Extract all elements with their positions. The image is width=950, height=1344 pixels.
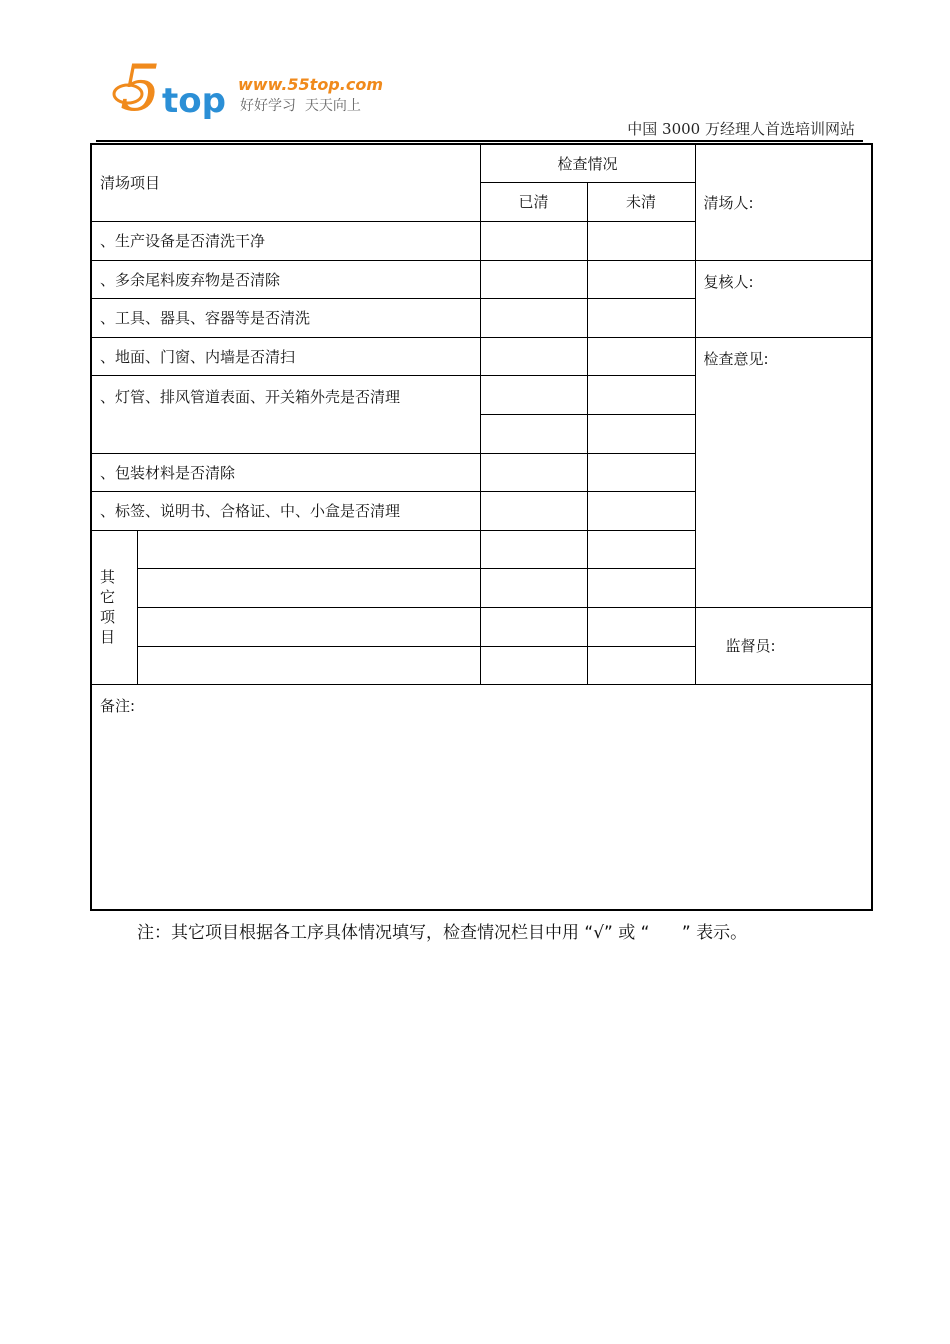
not-cleaned-cell[interactable]: [587, 491, 695, 530]
item-row-label: 、工具、器具、容器等是否清洗: [91, 298, 480, 337]
header-item: 清场项目: [91, 144, 480, 221]
cleaned-cell[interactable]: [480, 568, 587, 607]
other-item-input[interactable]: [137, 568, 480, 607]
other-items-label: [91, 530, 137, 684]
not-cleaned-cell[interactable]: [587, 260, 695, 298]
header-not-cleaned: 未清: [587, 182, 695, 221]
not-cleaned-cell[interactable]: [587, 453, 695, 491]
site-logo: [110, 52, 400, 127]
supervisor-label: 监督员:: [695, 607, 872, 684]
item-row-label: 、地面、门窗、内墙是否清扫: [91, 337, 480, 375]
clearance-form-table: [90, 143, 873, 911]
not-cleaned-cell[interactable]: [587, 337, 695, 375]
header-divider: [96, 140, 863, 142]
cleaned-cell[interactable]: [480, 491, 587, 530]
not-cleaned-cell[interactable]: [587, 530, 695, 568]
other-label-char: 目: [100, 628, 116, 646]
not-cleaned-cell[interactable]: [587, 414, 695, 453]
item-row-label: 、灯管、排风管道表面、开关箱外壳是否清理: [91, 375, 480, 453]
not-cleaned-cell[interactable]: [587, 568, 695, 607]
footnote: 注：其它项目根据各工序具体情况填写，检查情况栏目中用 “√” 或 “ ” 表示。: [137, 923, 748, 943]
cleaned-cell[interactable]: [480, 298, 587, 337]
header-cleaned: 已清: [480, 182, 587, 221]
site-tagline: 中国 3000 万经理人首选培训网站: [627, 120, 855, 138]
not-cleaned-cell[interactable]: [587, 298, 695, 337]
logo-slogan: 好好学习 天天向上: [240, 98, 361, 114]
other-label-char: 其: [100, 568, 116, 586]
cleaner-label: 清场人:: [695, 144, 872, 260]
inspection-opinion-label: 检查意见:: [695, 337, 872, 607]
logo-url: www.55top.com: [238, 75, 383, 94]
header-check-status: 检查情况: [480, 144, 695, 182]
item-row-label: 、包装材料是否清除: [91, 453, 480, 491]
logo-number: 5: [120, 52, 161, 126]
cleaned-cell[interactable]: [480, 453, 587, 491]
not-cleaned-cell[interactable]: [587, 607, 695, 646]
cleaned-cell[interactable]: [480, 375, 587, 414]
cleaned-cell[interactable]: [480, 646, 587, 684]
not-cleaned-cell[interactable]: [587, 646, 695, 684]
remarks-field[interactable]: 备注:: [91, 684, 872, 910]
item-row-label: 、生产设备是否清洗干净: [91, 221, 480, 260]
cleaned-cell[interactable]: [480, 260, 587, 298]
cleaned-cell[interactable]: [480, 607, 587, 646]
other-item-input[interactable]: [137, 607, 480, 646]
cleaned-cell[interactable]: [480, 221, 587, 260]
reviewer-label: 复核人:: [695, 260, 872, 337]
other-item-input[interactable]: [137, 646, 480, 684]
cleaned-cell[interactable]: [480, 337, 587, 375]
other-item-input[interactable]: [137, 530, 480, 568]
cleaned-cell[interactable]: [480, 414, 587, 453]
item-row-label: 、标签、说明书、合格证、中、小盒是否清理: [91, 491, 480, 530]
item-row-label: 、多余尾料废弃物是否清除: [91, 260, 480, 298]
other-label-char: 项: [100, 608, 116, 626]
logo-wordmark: top: [162, 81, 226, 121]
other-label-char: 它: [100, 588, 116, 606]
cleaned-cell[interactable]: [480, 530, 587, 568]
not-cleaned-cell[interactable]: [587, 375, 695, 414]
not-cleaned-cell[interactable]: [587, 221, 695, 260]
